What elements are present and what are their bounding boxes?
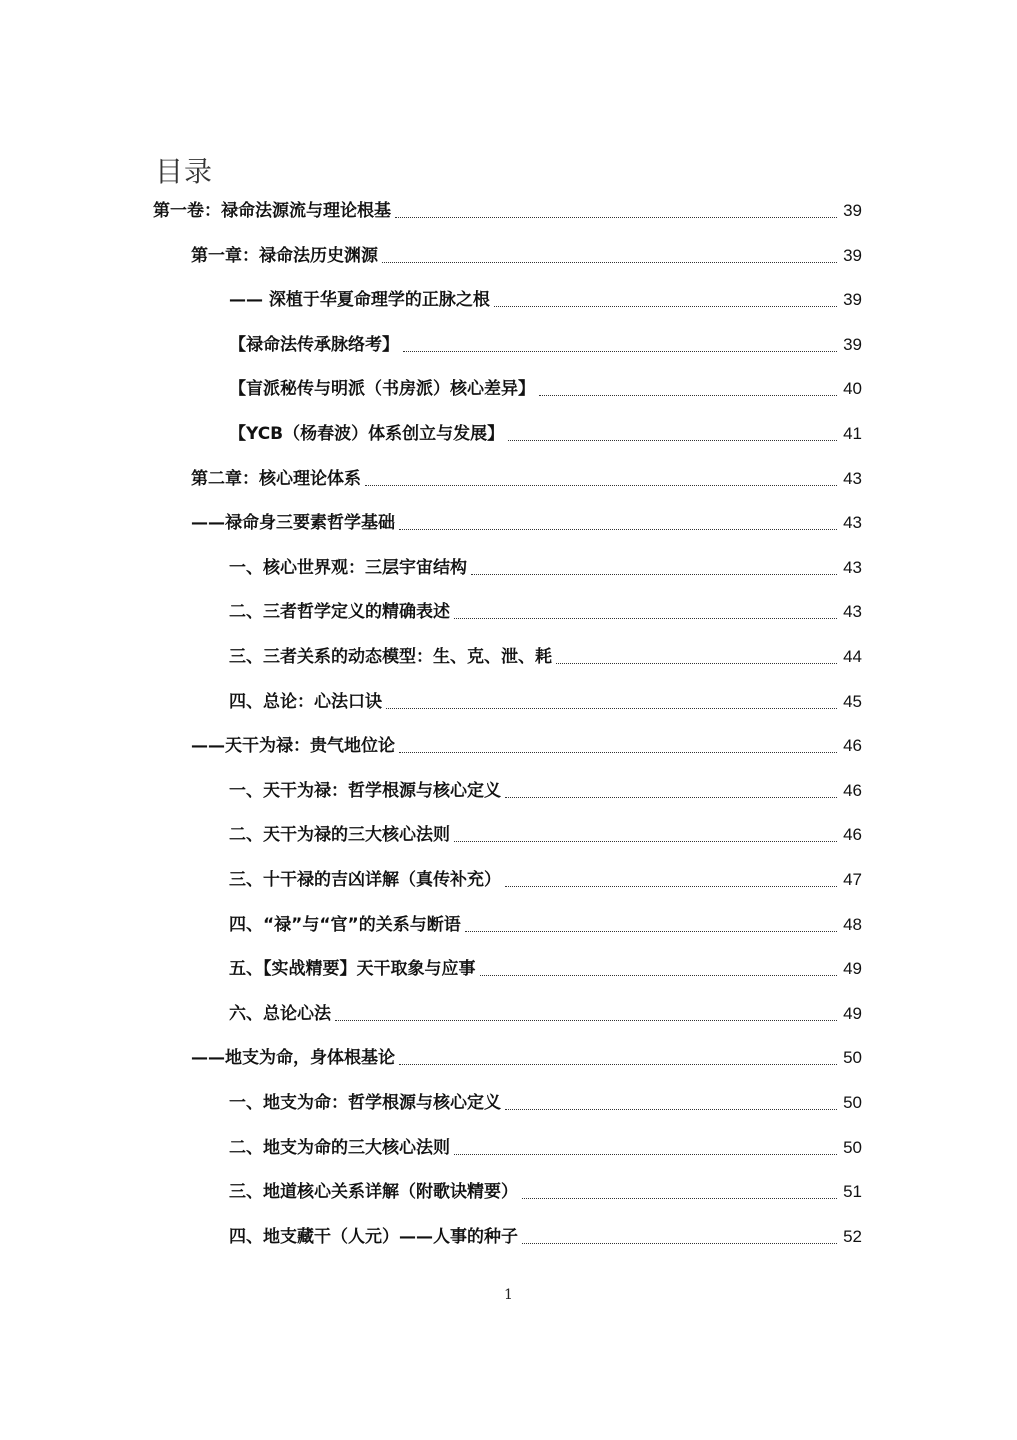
toc-entry[interactable] [229,865,862,895]
dot-leader [508,440,837,441]
toc-entry-label: 五、【实战精要】天干取象与应事 [229,959,476,980]
dot-leader [454,841,837,842]
toc-entry[interactable] [229,330,862,360]
dot-leader [480,975,838,976]
dot-leader [505,1109,837,1110]
dot-leader [399,1064,837,1065]
toc-entry-label: 一、核心世界观：三层宇宙结构 [229,557,467,578]
toc-entry-page-number: 45 [843,691,862,711]
dot-leader [399,752,837,753]
toc-entry[interactable] [229,999,862,1029]
dot-leader [556,663,837,664]
toc-entry-page-number: 43 [843,557,862,577]
dot-leader [395,217,837,218]
toc-entry-label: ——禄命身三要素哲学基础 [191,513,395,534]
toc-entry-label: —— 深植于华夏命理学的正脉之根 [229,290,490,311]
dot-leader [522,1243,837,1244]
toc-entry-label: 二、天干为禄的三大核心法则 [229,825,450,846]
toc-entry-page-number: 41 [843,424,862,443]
toc-entry-label: 第一章：禄命法历史渊源 [191,245,378,266]
toc-entry-label: 四、地支藏干（人元）——人事的种子 [229,1226,518,1247]
toc-entry-label: 二、地支为命的三大核心法则 [229,1137,450,1158]
dot-leader [522,1198,837,1199]
dot-leader [539,395,837,396]
toc-entry[interactable] [229,597,862,627]
toc-entry-label: 三、三者关系的动态模型：生、克、泄、耗 [229,647,552,667]
toc-entry-label: 一、地支为命：哲学根源与核心定义 [229,1093,501,1113]
toc-entry-label: 【盲派秘传与明派（书房派）核心差异】 [229,379,535,400]
toc-entry-label: 第二章：核心理论体系 [191,468,361,489]
toc-entry-page-number: 47 [843,870,862,889]
toc-entry[interactable] [229,910,862,940]
toc-entry-label: 二、三者哲学定义的精确表述 [229,602,450,623]
toc-entry-label: 一、天干为禄：哲学根源与核心定义 [229,780,501,801]
toc-entry-page-number: 39 [843,201,862,220]
toc-entry[interactable] [229,687,862,717]
toc-entry-page-number: 39 [843,245,862,265]
dot-leader [471,574,837,575]
toc-entry[interactable] [229,553,862,583]
toc-entry-page-number: 52 [843,1226,862,1246]
dot-leader [454,618,837,619]
dot-leader [494,306,837,307]
toc-entry-page-number: 50 [843,1137,862,1157]
dot-leader [399,529,837,530]
toc-entry-label: 四、“禄”与“官”的关系与断语 [229,914,461,935]
toc-entry-page-number: 51 [843,1182,862,1202]
dot-leader [403,351,837,352]
toc-entry[interactable] [229,954,862,984]
page-number: 1 [504,1287,513,1303]
dot-leader [365,485,837,486]
toc-entry-label: 【禄命法传承脉络考】 [229,334,399,355]
toc-entry-label: ——地支为命，身体根基论 [191,1048,395,1069]
toc-entry-label: 六、总论心法 [229,1003,331,1024]
toc-entry[interactable] [229,1177,862,1207]
toc-entry[interactable] [191,508,862,538]
toc-entry-page-number: 44 [843,647,862,666]
toc-entry[interactable] [191,241,862,271]
toc-entry[interactable] [229,1133,862,1163]
toc-entry-page-number: 46 [843,780,862,800]
toc-entry-page-number: 50 [843,1093,862,1112]
toc-entry-label: 三、地道核心关系详解（附歌诀精要） [229,1182,518,1203]
toc-entry[interactable] [191,1043,862,1073]
dot-leader [382,262,837,263]
toc-entry-page-number: 48 [843,914,862,934]
toc-entry-page-number: 43 [843,513,862,533]
toc-entry-page-number: 39 [843,290,862,310]
toc-entry[interactable] [191,464,862,494]
toc-entry[interactable] [229,419,862,449]
toc-entry-page-number: 43 [843,602,862,622]
dot-leader [335,1020,837,1021]
toc-entry-label: 三、十干禄的吉凶详解（真传补充） [229,870,501,890]
toc-entry-page-number: 39 [843,334,862,354]
dot-leader [505,797,837,798]
dot-leader [465,931,837,932]
toc-entry-page-number: 49 [843,1003,862,1023]
toc-entry[interactable] [229,1088,862,1118]
dot-leader [454,1154,837,1155]
toc-entry[interactable] [229,1222,862,1252]
toc-title: 目录 [155,155,214,188]
toc-entry-page-number: 49 [843,959,862,979]
toc-entry-page-number: 43 [843,468,862,488]
toc-entry[interactable] [229,285,862,315]
toc-entry-label: 第一卷：禄命法源流与理论根基 [153,201,391,221]
toc-entry-label: ——天干为禄：贵气地位论 [191,736,395,757]
toc-entry[interactable] [229,820,862,850]
toc-entry-page-number: 50 [843,1048,862,1068]
toc-entry[interactable] [191,731,862,761]
toc-entry-page-number: 46 [843,825,862,845]
toc-entry[interactable] [229,374,862,404]
dot-leader [505,886,837,887]
toc-entry[interactable] [229,776,862,806]
toc-entry[interactable] [229,642,862,672]
dot-leader [386,708,837,709]
toc-entry-label: 四、总论：心法口诀 [229,691,382,712]
toc-entry-page-number: 40 [843,379,862,399]
toc-entry-label: 【YCB（杨春波）体系创立与发展】 [229,424,505,444]
toc-entry-page-number: 46 [843,736,862,756]
toc-entry[interactable] [153,196,862,226]
